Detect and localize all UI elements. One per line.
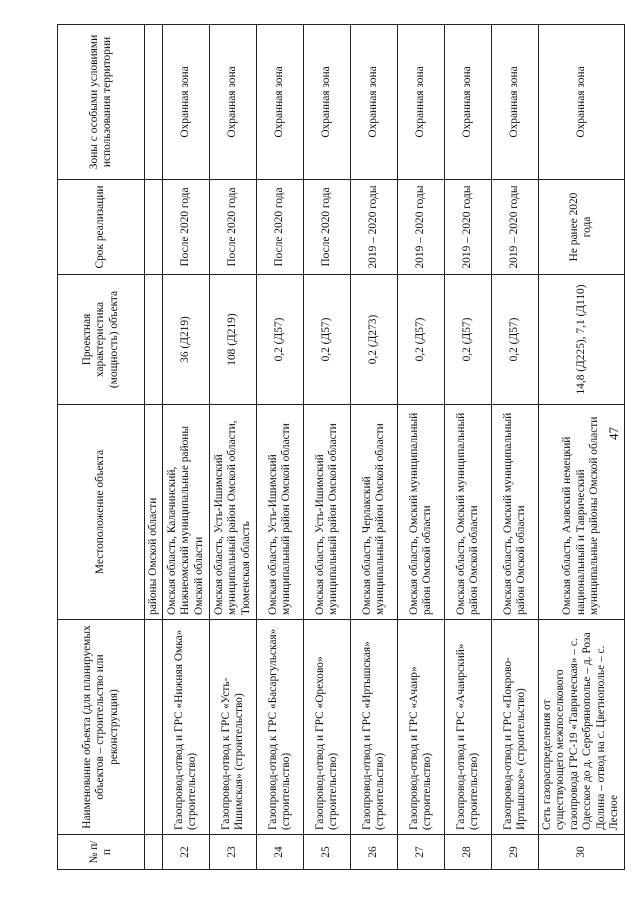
cell-num: 29 [492,835,539,870]
cell-term: После 2020 года [163,180,210,275]
cell-location: Омская область, Черлакский муниципальный район Омской области [351,405,398,620]
cell-zone: Охранная зона [210,25,257,180]
cell-num: 28 [445,835,492,870]
cell-name: Газопровод-отвод и ГРС «Орехово» (строительство) [304,620,351,835]
cell-characteristic: 14,8 (Д225), 7,1 (Д110) [539,275,625,405]
cell-name: Газопровод-отвод и ГРС «Ачаирский» (строительство) [445,620,492,835]
cell-characteristic: 108 (Д219) [210,275,257,405]
cell-name: Сеть газораспределения от существующего межпоселкового газопровода ГРС-19 «Таврическая» – с. Одесское до д. Серебрянополье – д. Роза Долина – отвод на с. Цветнополье – с. Лесное [539,620,625,835]
cell-term: После 2020 года [210,180,257,275]
cell-zone: Охранная зона [257,25,304,180]
table-row [304,25,351,870]
cell-term: 2019 – 2020 годы [492,180,539,275]
cell-name: Газопровод-отвод и ГРС «Покрово-Иртышское» (строительство) [492,620,539,835]
cell-term: 2019 – 2020 годы [398,180,445,275]
cell-name: Газопровод-отвод к ГРС «Усть-Ишимская» (строительство) [210,620,257,835]
cell-term [145,180,163,275]
cell-zone: Охранная зона [304,25,351,180]
table-row [492,25,539,870]
cell-num: 25 [304,835,351,870]
page-number: 47 [606,427,621,440]
cell-zone: Охранная зона [163,25,210,180]
header-term: Срок реализации [58,180,145,275]
cell-characteristic: 36 (Д219) [163,275,210,405]
header-num: № п/п [58,835,145,870]
table-row [539,25,625,870]
cell-name: Газопровод-отвод и ГРС «Нижняя Омка» (строительство) [163,620,210,835]
cell-num: 26 [351,835,398,870]
objects-table [57,24,625,870]
cell-location: Омская область, Усть-Ишимский муниципальный район Омской области [257,405,304,620]
cell-zone: Охранная зона [492,25,539,180]
cell-characteristic [145,275,163,405]
cell-name: Газопровод-отвод и ГРС «Ачаир» (строительство) [398,620,445,835]
cell-term: После 2020 года [257,180,304,275]
table-row [257,25,304,870]
cell-num: 27 [398,835,445,870]
table-row [210,25,257,870]
cell-name: Газопровод-отвод и ГРС «Иртышская» (строительство) [351,620,398,835]
cell-characteristic: 0,2 (Д57) [257,275,304,405]
cell-num [145,835,163,870]
cell-characteristic: 0,2 (Д57) [445,275,492,405]
cell-characteristic: 0,2 (Д57) [304,275,351,405]
cell-characteristic: 0,2 (Д273) [351,275,398,405]
cell-name: Газопровод-отвод к ГРС «Басаргульская» (строительство) [257,620,304,835]
cell-characteristic: 0,2 (Д57) [398,275,445,405]
header-name: Наименование объекта (для планируемых объектов – строительство или реконструкция) [58,620,145,835]
table-row [398,25,445,870]
cell-location: Омская область, Азовский немецкий национальный и Таврический муниципальные районы Омской области [539,405,625,620]
cell-zone: Охранная зона [539,25,625,180]
cell-zone [145,25,163,180]
cell-location: Омская область, Усть-Ишимский муниципальный район Омской области [304,405,351,620]
cell-location: Омская область, Омский муниципальный район Омской области [398,405,445,620]
cell-location: Омская область, Омский муниципальный район Омской области [445,405,492,620]
table-row-continuation [145,25,163,870]
table-row [445,25,492,870]
cell-location: Омская область, Усть-Ишимский муниципальный район Омской области, Тюменская область [210,405,257,620]
cell-zone: Охранная зона [351,25,398,180]
cell-location: районы Омской области [145,405,163,620]
header-location: Местоположение объекта [58,405,145,620]
table-row [351,25,398,870]
cell-num: 24 [257,835,304,870]
cell-num: 23 [210,835,257,870]
cell-location: Омская область, Калачинский, Нижнеомский муниципальные районы Омской области [163,405,210,620]
header-characteristic: Проектная характеристика (мощность) объекта [58,275,145,405]
cell-term: 2019 – 2020 годы [351,180,398,275]
cell-location: Омская область, Омский муниципальный район Омской области [492,405,539,620]
cell-num: 30 [539,835,625,870]
cell-zone: Охранная зона [445,25,492,180]
cell-num: 22 [163,835,210,870]
cell-term: Не ранее 2020 года [539,180,625,275]
cell-term: 2019 – 2020 годы [445,180,492,275]
header-zone: Зоны с особыми условиями использования территории [58,25,145,180]
cell-characteristic: 0,2 (Д57) [492,275,539,405]
cell-zone: Охранная зона [398,25,445,180]
cell-name [145,620,163,835]
table-header-row [58,25,145,870]
table-row [163,25,210,870]
cell-term: После 2020 года [304,180,351,275]
